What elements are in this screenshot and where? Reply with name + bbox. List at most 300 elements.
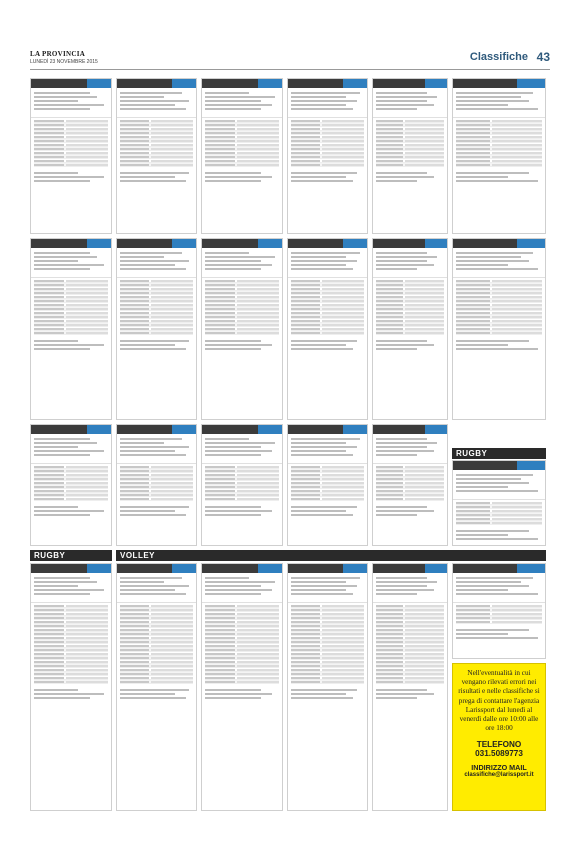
team-cell	[376, 478, 403, 480]
stats-cell	[151, 494, 193, 496]
team-cell	[120, 466, 149, 468]
standings-table	[202, 117, 282, 168]
next-round-line	[376, 510, 434, 512]
team-cell	[456, 128, 490, 130]
team-cell	[456, 296, 490, 298]
result-line	[291, 92, 360, 94]
next-round-lines	[373, 168, 447, 186]
stats-cell	[322, 621, 364, 623]
stats-cell	[492, 502, 542, 504]
team-cell	[291, 152, 320, 154]
team-cell	[34, 629, 64, 631]
stats-cell	[492, 296, 542, 298]
next-round-line	[376, 344, 434, 346]
result-line	[34, 100, 78, 102]
girone-tag	[343, 79, 367, 88]
stats-cell	[151, 605, 193, 607]
stats-cell	[322, 312, 364, 314]
team-cell	[120, 320, 149, 322]
notice-email: classifiche@larissport.it	[464, 772, 534, 779]
next-round-lines	[117, 168, 196, 186]
results-box	[116, 238, 197, 420]
team-cell	[376, 490, 403, 492]
stats-cell	[237, 156, 279, 158]
stats-cell	[151, 673, 193, 675]
stats-cell	[322, 490, 364, 492]
stats-cell	[322, 613, 364, 615]
next-round-line	[456, 538, 538, 540]
table-row	[291, 163, 364, 167]
next-round-line	[205, 506, 261, 508]
team-cell	[34, 641, 64, 643]
standings-table	[453, 117, 545, 168]
next-round-line	[376, 176, 434, 178]
results-lines	[373, 573, 447, 599]
next-round-lines	[288, 502, 367, 520]
team-cell	[120, 332, 149, 334]
team-cell	[376, 494, 403, 496]
box-header	[288, 564, 367, 573]
team-cell	[205, 621, 235, 623]
result-line	[376, 442, 437, 444]
stats-cell	[322, 124, 364, 126]
stats-cell	[66, 152, 108, 154]
stats-cell	[66, 645, 108, 647]
team-cell	[376, 470, 403, 472]
result-line	[34, 260, 78, 262]
stats-cell	[237, 649, 279, 651]
team-cell	[34, 128, 64, 130]
stats-cell	[237, 300, 279, 302]
stats-cell	[151, 466, 193, 468]
stats-cell	[66, 637, 108, 639]
stats-cell	[492, 300, 542, 302]
next-round-line	[120, 344, 175, 346]
team-cell	[120, 637, 149, 639]
stats-cell	[405, 665, 444, 667]
team-cell	[376, 605, 403, 607]
team-cell	[376, 124, 403, 126]
stats-cell	[322, 605, 364, 607]
stats-cell	[322, 617, 364, 619]
stats-cell	[405, 292, 444, 294]
stats-cell	[322, 292, 364, 294]
box-header	[202, 425, 282, 434]
result-line	[120, 268, 186, 270]
result-line	[456, 264, 508, 266]
team-cell	[205, 498, 235, 500]
result-line	[205, 454, 261, 456]
stats-cell	[405, 144, 444, 146]
stats-cell	[237, 320, 279, 322]
stats-cell	[66, 649, 108, 651]
team-cell	[456, 514, 490, 516]
next-round-line	[291, 176, 346, 178]
stats-cell	[492, 132, 542, 134]
stats-cell	[237, 132, 279, 134]
team-cell	[120, 300, 149, 302]
next-round-lines	[288, 336, 367, 354]
team-cell	[376, 152, 403, 154]
stats-cell	[151, 649, 193, 651]
standings-table	[453, 277, 545, 336]
result-line	[376, 450, 434, 452]
stats-cell	[322, 649, 364, 651]
next-round-lines	[373, 685, 447, 703]
results-lines	[453, 573, 545, 599]
results-lines	[453, 248, 545, 274]
stats-cell	[405, 486, 444, 488]
result-line	[376, 589, 434, 591]
team-cell	[205, 144, 235, 146]
team-cell	[456, 160, 490, 162]
result-line	[205, 96, 275, 98]
result-line	[456, 486, 508, 488]
box-header	[453, 461, 545, 470]
stats-cell	[151, 132, 193, 134]
result-line	[120, 264, 175, 266]
stats-cell	[405, 609, 444, 611]
stats-cell	[322, 478, 364, 480]
stats-cell	[237, 641, 279, 643]
team-cell	[120, 490, 149, 492]
result-line	[120, 446, 189, 448]
team-cell	[205, 132, 235, 134]
result-line	[120, 442, 164, 444]
stats-cell	[405, 605, 444, 607]
stats-cell	[66, 466, 108, 468]
team-cell	[456, 617, 490, 619]
next-round-lines	[31, 336, 111, 354]
stats-cell	[322, 637, 364, 639]
stats-cell	[322, 132, 364, 134]
stats-cell	[151, 128, 193, 130]
stats-cell	[322, 498, 364, 500]
stats-cell	[151, 320, 193, 322]
team-cell	[205, 284, 235, 286]
team-cell	[456, 332, 490, 334]
stats-cell	[322, 308, 364, 310]
stats-cell	[151, 677, 193, 679]
stats-cell	[322, 661, 364, 663]
team-cell	[34, 470, 64, 472]
stats-cell	[151, 486, 193, 488]
stats-cell	[151, 328, 193, 330]
team-cell	[205, 633, 235, 635]
team-cell	[34, 649, 64, 651]
box-header	[31, 425, 111, 434]
stats-cell	[66, 609, 108, 611]
team-cell	[376, 312, 403, 314]
box-header	[373, 564, 447, 573]
team-cell	[205, 673, 235, 675]
result-line	[205, 268, 261, 270]
team-cell	[34, 625, 64, 627]
team-cell	[291, 669, 320, 671]
stats-cell	[405, 625, 444, 627]
next-round-line	[34, 176, 104, 178]
stats-cell	[322, 669, 364, 671]
results-lines	[31, 434, 111, 460]
team-cell	[456, 522, 490, 524]
stats-cell	[237, 486, 279, 488]
stats-cell	[66, 478, 108, 480]
stats-cell	[237, 120, 279, 122]
team-cell	[120, 641, 149, 643]
stats-cell	[151, 292, 193, 294]
next-round-line	[456, 534, 508, 536]
result-line	[120, 454, 186, 456]
stats-cell	[66, 160, 108, 162]
stats-cell	[151, 665, 193, 667]
team-cell	[376, 466, 403, 468]
stats-cell	[66, 629, 108, 631]
team-cell	[376, 657, 403, 659]
result-line	[120, 100, 189, 102]
team-cell	[376, 136, 403, 138]
team-cell	[456, 312, 490, 314]
stats-cell	[237, 466, 279, 468]
team-cell	[291, 629, 320, 631]
masthead	[30, 50, 550, 70]
stats-cell	[237, 677, 279, 679]
stats-cell	[322, 665, 364, 667]
stats-cell	[322, 316, 364, 318]
team-cell	[34, 633, 64, 635]
stats-cell	[237, 633, 279, 635]
stats-cell	[322, 482, 364, 484]
team-cell	[205, 613, 235, 615]
result-line	[34, 454, 90, 456]
team-cell	[120, 136, 149, 138]
team-cell	[291, 490, 320, 492]
stats-cell	[405, 470, 444, 472]
team-cell	[456, 132, 490, 134]
stats-cell	[322, 296, 364, 298]
girone-tag	[425, 239, 447, 248]
stats-cell	[151, 144, 193, 146]
team-cell	[456, 136, 490, 138]
team-cell	[205, 625, 235, 627]
stats-cell	[66, 482, 108, 484]
team-cell	[34, 320, 64, 322]
next-round-line	[456, 180, 538, 182]
team-cell	[205, 280, 235, 282]
stats-cell	[322, 320, 364, 322]
team-cell	[205, 332, 235, 334]
stats-cell	[322, 466, 364, 468]
team-cell	[205, 653, 235, 655]
results-lines	[373, 88, 447, 114]
standings-table	[453, 602, 545, 625]
stats-cell	[66, 486, 108, 488]
notice-phone-label: TELEFONO	[476, 740, 522, 750]
team-cell	[205, 490, 235, 492]
team-cell	[120, 316, 149, 318]
team-cell	[205, 148, 235, 150]
stats-cell	[237, 613, 279, 615]
girone-tag	[425, 564, 447, 573]
result-line	[291, 581, 346, 583]
notice-email-label: INDIRIZZO MAIL	[471, 763, 527, 773]
result-line	[34, 589, 104, 591]
team-cell	[120, 673, 149, 675]
team-cell	[34, 144, 64, 146]
stats-cell	[151, 474, 193, 476]
result-line	[205, 577, 249, 579]
team-cell	[376, 673, 403, 675]
team-cell	[291, 316, 320, 318]
team-cell	[120, 120, 149, 122]
stats-cell	[405, 128, 444, 130]
stats-cell	[151, 609, 193, 611]
stats-cell	[237, 478, 279, 480]
stats-cell	[405, 494, 444, 496]
team-cell	[456, 613, 490, 615]
team-cell	[34, 288, 64, 290]
stats-cell	[151, 284, 193, 286]
team-cell	[291, 673, 320, 675]
stats-cell	[322, 673, 364, 675]
team-cell	[34, 300, 64, 302]
team-cell	[376, 284, 403, 286]
result-line	[456, 482, 529, 484]
result-line	[456, 589, 508, 591]
stats-cell	[322, 284, 364, 286]
team-cell	[291, 308, 320, 310]
standings-table	[373, 463, 447, 502]
team-cell	[34, 308, 64, 310]
stats-cell	[237, 312, 279, 314]
box-header	[117, 239, 196, 248]
stats-cell	[237, 148, 279, 150]
stats-cell	[405, 328, 444, 330]
standings-table	[202, 602, 282, 685]
box-header	[202, 79, 282, 88]
next-round-line	[205, 344, 272, 346]
team-cell	[291, 132, 320, 134]
team-cell	[376, 304, 403, 306]
result-line	[205, 92, 249, 94]
stats-cell	[405, 296, 444, 298]
newspaper-brand: LA PROVINCIA	[30, 50, 86, 58]
team-cell	[120, 304, 149, 306]
stats-cell	[405, 332, 444, 334]
stats-cell	[66, 657, 108, 659]
girone-tag	[517, 79, 545, 88]
results-box	[372, 563, 448, 811]
team-cell	[291, 312, 320, 314]
team-cell	[34, 332, 64, 334]
stats-cell	[237, 494, 279, 496]
stats-cell	[66, 292, 108, 294]
stats-cell	[151, 625, 193, 627]
stats-cell	[492, 148, 542, 150]
stats-cell	[151, 657, 193, 659]
team-cell	[205, 160, 235, 162]
team-cell	[291, 292, 320, 294]
results-lines	[373, 248, 447, 274]
notice-body: Nell'eventualità in cui vengano rilevati errori nei risultati e nelle classifiche si prega di contattare l'agenzia Larissport dal lunedì al venerdì dalle ore 10:00 alle ore 18:00	[458, 669, 540, 733]
table-row	[376, 680, 444, 684]
next-round-lines	[373, 336, 447, 354]
team-cell	[376, 300, 403, 302]
team-cell	[205, 124, 235, 126]
results-box	[116, 424, 197, 546]
stats-cell	[66, 332, 108, 334]
table-row	[456, 521, 542, 525]
team-cell	[34, 665, 64, 667]
team-cell	[376, 613, 403, 615]
next-round-line	[34, 693, 104, 695]
results-box	[287, 238, 368, 420]
stats-cell	[322, 324, 364, 326]
table-row	[34, 680, 108, 684]
stats-cell	[151, 332, 193, 334]
next-round-line	[34, 348, 90, 350]
stats-cell	[322, 633, 364, 635]
stats-cell	[151, 641, 193, 643]
girone-tag	[517, 564, 545, 573]
next-round-line	[205, 514, 261, 516]
next-round-line	[205, 693, 272, 695]
team-cell	[34, 284, 64, 286]
results-lines	[117, 248, 196, 274]
team-cell	[205, 609, 235, 611]
team-cell	[120, 625, 149, 627]
stats-cell	[151, 478, 193, 480]
team-cell	[376, 486, 403, 488]
team-cell	[291, 324, 320, 326]
stats-cell	[151, 653, 193, 655]
results-box	[30, 238, 112, 420]
table-row	[376, 497, 444, 501]
stats-cell	[405, 160, 444, 162]
notice-phone-number: 031.5089773	[475, 749, 523, 759]
team-cell	[120, 629, 149, 631]
stats-cell	[237, 470, 279, 472]
stats-cell	[492, 124, 542, 126]
result-line	[456, 581, 521, 583]
stats-cell	[237, 665, 279, 667]
girone-tag	[258, 564, 282, 573]
team-cell	[456, 288, 490, 290]
stats-cell	[405, 617, 444, 619]
result-line	[376, 96, 437, 98]
result-line	[291, 593, 353, 595]
stats-cell	[66, 677, 108, 679]
result-line	[205, 256, 275, 258]
section-title: Classifiche	[469, 51, 528, 63]
stats-cell	[492, 312, 542, 314]
result-line	[291, 96, 346, 98]
stats-cell	[237, 152, 279, 154]
stats-cell	[66, 316, 108, 318]
stats-cell	[405, 641, 444, 643]
team-cell	[376, 653, 403, 655]
team-cell	[291, 633, 320, 635]
next-round-line	[291, 514, 353, 516]
team-cell	[34, 120, 64, 122]
results-box	[287, 78, 368, 234]
results-box	[201, 563, 283, 811]
stats-cell	[237, 280, 279, 282]
team-cell	[291, 482, 320, 484]
stats-cell	[322, 164, 364, 166]
team-cell	[376, 609, 403, 611]
stats-cell	[66, 673, 108, 675]
team-cell	[205, 645, 235, 647]
